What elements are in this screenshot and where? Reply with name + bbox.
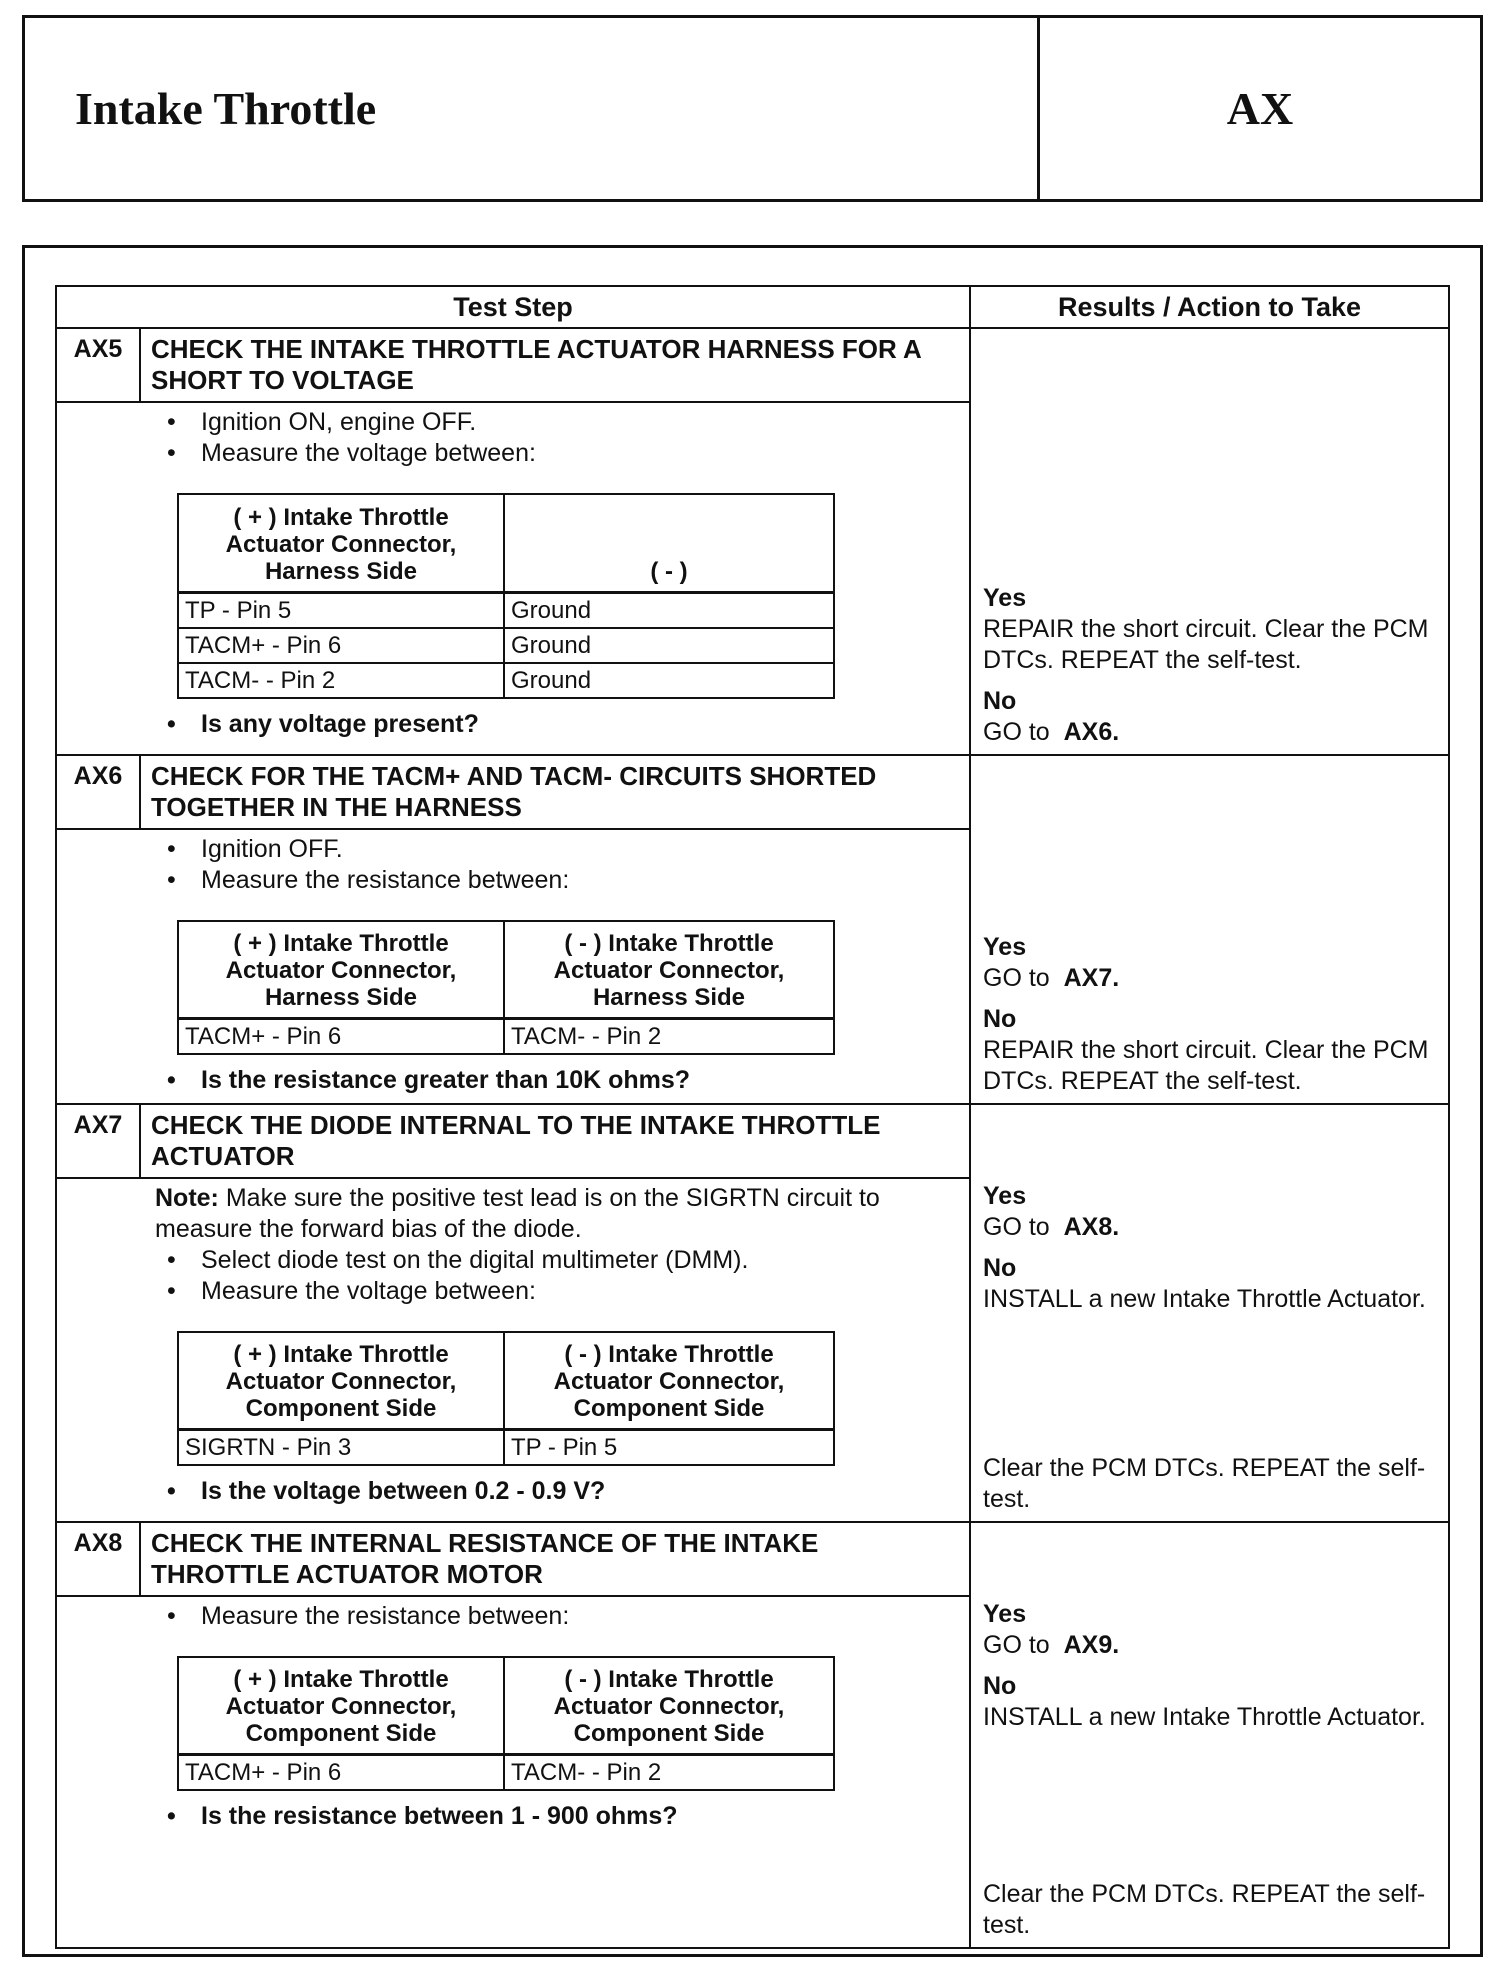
page-title: Intake Throttle (75, 83, 377, 134)
section-code: AX (1037, 18, 1480, 199)
instruction: • Measure the voltage between: (155, 438, 959, 469)
result-no-label: No (983, 687, 1017, 715)
test-step-frame (22, 245, 1483, 1957)
diagnostic-table (55, 285, 1450, 1949)
result-yes-text: REPAIR the short circuit. Clear the PCM DTCs. REPEAT the self-test. (983, 615, 1429, 674)
results-ax6 (970, 755, 1449, 1104)
result-no-text: INSTALL a new Intake Throttle Actuator. (983, 1285, 1426, 1313)
result-footer: Clear the PCM DTCs. REPEAT the self-test. (983, 1454, 1426, 1513)
question: • Is the resistance greater than 10K ohms? (155, 1065, 959, 1096)
instruction: • Measure the resistance between: (155, 1601, 959, 1632)
instruction: • Select diode test on the digital multimeter (DMM). (155, 1245, 959, 1276)
step-id: AX5 (57, 329, 141, 401)
result-no-text: REPAIR the short circuit. Clear the PCM DTCs. REPEAT the self-test. (983, 1036, 1429, 1095)
result-no-text: GO to (983, 718, 1050, 746)
measurement-header: ( - ) Intake Throttle Actuator Connector, Component Side (504, 1332, 834, 1430)
test-step-ax5 (56, 328, 970, 755)
step-reference: AX7. (1063, 964, 1120, 992)
measurement-cell: TACM- - Pin 2 (504, 1019, 834, 1055)
instruction: • Ignition ON, engine OFF. (155, 407, 959, 438)
note-label: Note: (155, 1184, 219, 1212)
measurement-cell: TP - Pin 5 (504, 1430, 834, 1466)
instruction: • Ignition OFF. (155, 834, 959, 865)
result-no-label: No (983, 1254, 1017, 1282)
question: • Is any voltage present? (155, 709, 959, 740)
result-footer: Clear the PCM DTCs. REPEAT the self-test. (983, 1880, 1426, 1939)
step-title: CHECK THE INTERNAL RESISTANCE OF THE INTAKE THROTTLE ACTUATOR MOTOR (151, 1528, 819, 1589)
measurement-cell: TACM- - Pin 2 (178, 663, 504, 698)
instruction: • Measure the resistance between: (155, 865, 959, 896)
measurement-header: ( + ) Intake Throttle Actuator Connector, Harness Side (178, 921, 504, 1019)
test-step-ax7 (56, 1104, 970, 1522)
measurement-cell: Ground (504, 592, 834, 628)
column-header-test-step: Test Step (56, 286, 970, 328)
measurement-cell: SIGRTN - Pin 3 (178, 1430, 504, 1466)
note-text: Make sure the positive test lead is on the SIGRTN circuit to measure the forward bias of the diode. (155, 1184, 880, 1243)
step-title: CHECK THE DIODE INTERNAL TO THE INTAKE THROTTLE ACTUATOR (151, 1110, 881, 1171)
page-header (22, 15, 1483, 202)
instruction: • Measure the voltage between: (155, 1276, 959, 1307)
measurement-cell: TP - Pin 5 (178, 592, 504, 628)
results-ax5 (970, 328, 1449, 755)
result-no-text: INSTALL a new Intake Throttle Actuator. (983, 1703, 1426, 1731)
measurement-header: ( + ) Intake Throttle Actuator Connector, Component Side (178, 1332, 504, 1430)
question: • Is the resistance between 1 - 900 ohms? (155, 1801, 959, 1832)
result-no-label: No (983, 1005, 1017, 1033)
test-step-ax8 (56, 1522, 970, 1948)
note (155, 1183, 959, 1245)
result-no-label: No (983, 1672, 1017, 1700)
measurement-header: ( + ) Intake Throttle Actuator Connector, Harness Side (178, 494, 504, 592)
step-reference: AX6. (1063, 718, 1120, 746)
test-step-ax6 (56, 755, 970, 1104)
measurement-table (177, 493, 835, 699)
step-id: AX6 (57, 756, 141, 828)
measurement-cell: TACM+ - Pin 6 (178, 628, 504, 663)
step-id: AX8 (57, 1523, 141, 1595)
measurement-cell: TACM- - Pin 2 (504, 1755, 834, 1791)
measurement-table (177, 920, 835, 1055)
step-reference: AX8. (1063, 1213, 1120, 1241)
result-yes-label: Yes (983, 584, 1027, 612)
measurement-table (177, 1331, 835, 1466)
measurement-header: ( - ) (504, 494, 834, 592)
results-ax8 (970, 1522, 1449, 1948)
measurement-cell: TACM+ - Pin 6 (178, 1755, 504, 1791)
measurement-header: ( - ) Intake Throttle Actuator Connector, Harness Side (504, 921, 834, 1019)
result-yes-text: GO to (983, 1213, 1050, 1241)
result-yes-label: Yes (983, 1182, 1027, 1210)
step-title: CHECK FOR THE TACM+ AND TACM- CIRCUITS SHORTED TOGETHER IN THE HARNESS (151, 761, 877, 822)
question: • Is the voltage between 0.2 - 0.9 V? (155, 1476, 959, 1507)
column-header-results: Results / Action to Take (970, 286, 1449, 328)
measurement-cell: Ground (504, 628, 834, 663)
measurement-cell: Ground (504, 663, 834, 698)
result-yes-text: GO to (983, 1631, 1050, 1659)
step-title: CHECK THE INTAKE THROTTLE ACTUATOR HARNESS FOR A SHORT TO VOLTAGE (151, 334, 921, 395)
step-id: AX7 (57, 1105, 141, 1177)
result-yes-label: Yes (983, 933, 1027, 961)
step-reference: AX9. (1063, 1631, 1120, 1659)
result-yes-label: Yes (983, 1600, 1027, 1628)
measurement-header: ( + ) Intake Throttle Actuator Connector, Component Side (178, 1657, 504, 1755)
result-yes-text: GO to (983, 964, 1050, 992)
measurement-table (177, 1656, 835, 1791)
measurement-cell: TACM+ - Pin 6 (178, 1019, 504, 1055)
measurement-header: ( - ) Intake Throttle Actuator Connector, Component Side (504, 1657, 834, 1755)
results-ax7 (970, 1104, 1449, 1522)
